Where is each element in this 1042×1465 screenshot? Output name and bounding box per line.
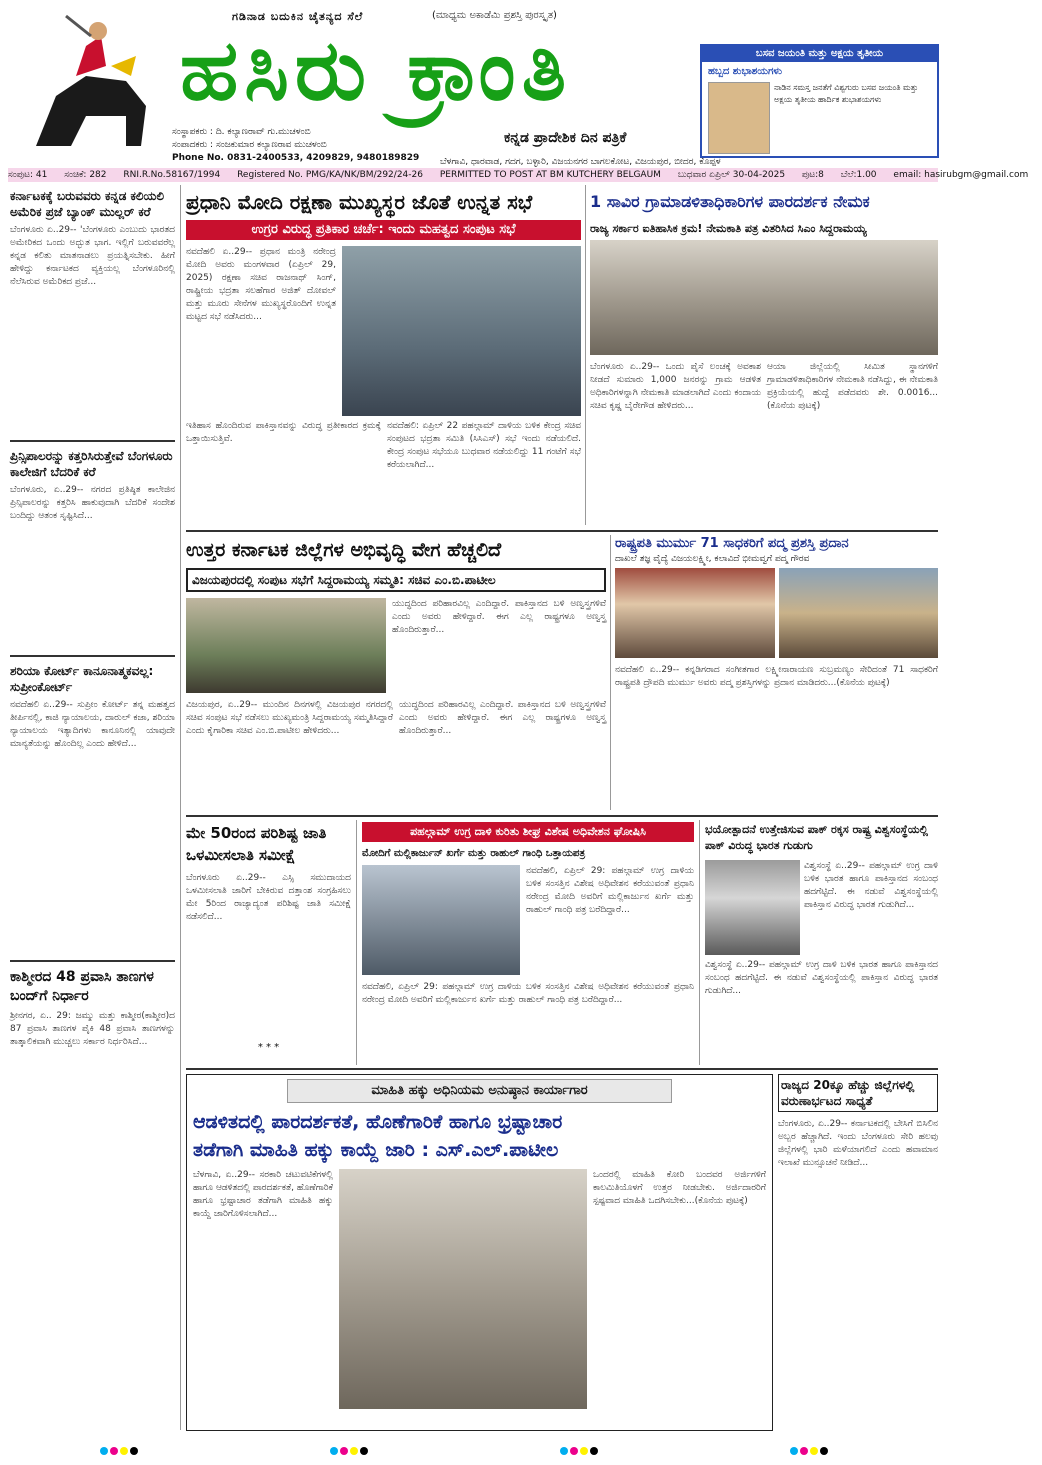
column-rule bbox=[610, 535, 611, 810]
award-note: (ಮಾಧ್ಯಮ ಅಕಾಡೆಮಿ ಪ್ರಶಸ್ತಿ ಪುರಸ್ಕೃತ) bbox=[432, 10, 557, 21]
un-body: ವಿಶ್ವಸಂಸ್ಥೆ ಏ..29-- ಪಹಲ್ಗಾಮ್ ಉಗ್ರ ದಾಳಿ ಬಳಿಕ ಭಾರತ ಹಾಗೂ ಪಾಕಿಸ್ತಾನದ ಸಂಬಂಧ ಹದಗೆಟ್ಟಿದೆ. ಈ ನಡುವೆ ವಿಶ್ವಸಂಸ್ಥೆಯಲ್ಲಿ ಪಾಕಿಸ್ತಾನ ವಿರುದ್ಧ ಭಾರತ ಗುಡುಗಿದೆ... bbox=[804, 861, 938, 910]
lead-body: ನವದೆಹಲಿ ಏ..29-- ಪ್ರಧಾನ ಮಂತ್ರಿ ನರೇಂದ್ರ ಮೋದಿ ಅವರು ಮಂಗಳವಾರ (ಏಪ್ರಿಲ್ 29, 2025) ರಕ್ಷಣಾ ಸಚಿವ ರಾಜನಾಥ್ ಸಿಂಗ್, ರಾಷ್ಟ್ರೀಯ ಭದ್ರತಾ ಸಲಹೆಗಾರ ಅಜಿತ್ ದೋವಲ್ ಮತ್ತು ಮೂರು ಸೇನೆಗಳ ಮುಖ್ಯಸ್ಥರೊಂದಿಗೆ ಉನ್ನತ ಮಟ್ಟದ ಸಭೆ ನಡೆಸಿದರು... bbox=[186, 247, 336, 322]
rain-story bbox=[778, 1074, 938, 1428]
postal-permit: PERMITTED TO POST AT BM KUTCHERY BELGAUM bbox=[439, 170, 661, 180]
rally-photo bbox=[186, 598, 386, 693]
article-headline: ಶರಿಯಾ ಕೋರ್ಟ್ ಕಾನೂನಾತ್ಮಕವಲ್ಲ: ಸುಪ್ರೀಂಕೋರ್ಟ್ bbox=[10, 664, 154, 694]
price: ಬೆಲೆ:1.00 bbox=[840, 170, 877, 180]
pahalgam-banner: ಪಹಲ್ಗಾಮ್ ಉಗ್ರ ದಾಳಿ ಕುರಿತು ಶೀಘ್ರ ವಿಶೇಷ ಅಧಿವೇಶನ ಘೋಷಿಸಿ bbox=[362, 822, 694, 842]
issue-number: ಸಂಚಿಕೆ: 282 bbox=[64, 170, 107, 180]
rti-body-2: ಒಂದರಲ್ಲಿ ಮಾಹಿತಿ ಕೋರಿ ಬಂದವರ ಅರ್ಜಿಗಳಿಗೆ ಕಾಲಮಿತಿಯೊಳಗೆ ಉತ್ತರ ನೀಡಬೇಕು. ಅರ್ಜಿದಾರರಿಗೆ ಸ್ಪಷ್ಟವಾದ ಮಾಹಿತಿ ಒದಗಿಸಬೇಕು...(ಕೊನೆಯ ಪುಟಕ್ಕೆ) bbox=[593, 1170, 766, 1206]
registration-number: Registered No. PMG/KA/NK/BM/292/24-26 bbox=[237, 170, 423, 180]
article-headline: ಕರ್ನಾಟಕಕ್ಕೆ ಬರುವವರು ಕನ್ನಡ ಕಲಿಯಲಿ ಅಮೆರಿಕ ಪ್ರಜೆ ಬ್ಯಾಂಕ್ ಮುಲ್ಲರ್ ಕರೆ bbox=[10, 189, 165, 219]
masthead-tagline: ಗಡಿನಾಡ ಬದುಕಿನ ಚೈತನ್ಯದ ಸೆಲೆ bbox=[232, 10, 364, 23]
mid-headline: ಉತ್ತರ ಕರ್ನಾಟಕ ಜಿಲ್ಲೆಗಳ ಅಭಿವೃದ್ಧಿ ವೇಗ ಹೆಚ್ಚಲಿದೆ bbox=[186, 539, 502, 561]
lead-headline: ಪ್ರಧಾನಿ ಮೋದಿ ರಕ್ಷಣಾ ಮುಖ್ಯಸ್ಥರ ಜೊತೆ ಉನ್ನತ ಸಭೆ bbox=[186, 190, 533, 214]
census-story bbox=[186, 822, 351, 1053]
lead-row bbox=[186, 246, 581, 416]
mid-story bbox=[186, 536, 606, 849]
right-body-2: ಆಯಾ ಜಿಲ್ಲೆಯಲ್ಲಿ ಸೀಮಿತ ಸ್ಥಾನಗಳಿಗೆ ಗ್ರಾಮಾಡಳಿತಾಧಿಕಾರಿಗಳ ನೇಮಕಾತಿ ನಡೆಸಿದ್ದು, ಈ ನೇಮಕಾತಿ ಪ್ರಕ್ರಿಯೆಯಲ್ಲಿ ಹುದ್ದೆ ಪಡೆದವರು ಶೇ. 0.0016...(ಕೊನೆಯ ಪುಟಕ್ಕೆ) bbox=[767, 362, 938, 411]
mid-body-top: ಯುದ್ಧದಿಂದ ಪರಿಹಾರವಿಲ್ಲ ಎಂದಿದ್ದಾರೆ. ಪಾಕಿಸ್ತಾನದ ಬಳಿ ಅಣ್ವಸ್ತ್ರಗಳಿವೆ ಎಂದು ಅವರು ಹೇಳಿದ್ದಾರೆ. ಈಗ ಎಲ್ಲ ರಾಷ್ಟ್ರಗಳೂ ಅಣ್ವಸ್ತ್ರ ಹೊಂದಿರುತ್ತಾರೆ... bbox=[392, 599, 606, 635]
phone-line: Phone No. 0831-2400533, 4209829, 9480189829 bbox=[172, 153, 420, 163]
un-headline: ಭಯೋತ್ಪಾದನೆ ಉತ್ತೇಜಿಸುವ ಪಾಕ್ ರಕ್ಕಸ ರಾಷ್ಟ್ರ ವಿಶ್ವಸಂಸ್ಥೆಯಲ್ಲಿ ಪಾಕ್ ವಿರುದ್ಧ ಭಾರತ ಗುಡುಗು bbox=[705, 823, 928, 852]
rti-row bbox=[193, 1169, 766, 1409]
print-registration-marks bbox=[100, 1440, 860, 1452]
right-top-story bbox=[590, 188, 938, 501]
section-divider bbox=[186, 530, 938, 532]
founder-line: ಸಂಸ್ಥಾಪಕರು : ದಿ. ಕಲ್ಯಾಣರಾವ್ ಗು.ಮುಚಳಂಬಿ bbox=[172, 127, 311, 137]
padma-subheadline: ದಾಖಲೆ ತಜ್ಞ ವೈದ್ಯೆ ವಿಜಯಲಕ್ಷ್ಮೀ, ಕಲಾವಿದೆ ಭೀಮವ್ವಗೆ ಪದ್ಮ ಗೌರವ bbox=[615, 554, 810, 564]
rain-body: ಬೆಂಗಳೂರು, ಏ..29-- ಕರ್ನಾಟಕದಲ್ಲಿ ಬೇಸಿಗೆ ಬಿಸಿಲಿನ ಅಬ್ಬರ ಹೆಚ್ಚಾಗಿದೆ. ಇಂದು ಬೆಂಗಳೂರು ಸೇರಿ ಹಲವು ಜಿಲ್ಲೆಗಳಲ್ಲಿ ಭಾರಿ ಮಳೆಯಾಗಲಿದೆ ಎಂದು ಹವಾಮಾನ ಇಲಾಖೆ ಮುನ್ಸೂಚನೆ ನೀಡಿದೆ... bbox=[778, 1119, 938, 1168]
padma-photo-1 bbox=[615, 568, 775, 658]
rti-story bbox=[186, 1074, 773, 1431]
ad-text: ನಾಡಿನ ಸಮಸ್ತ ಜನತೆಗೆ ವಿಶ್ವಗುರು ಬಸವ ಜಯಂತಿ ಮತ್ತು ಅಕ್ಷಯ ತೃತೀಯ ಹಾರ್ದಿಕ ಶುಭಾಶಯಗಳು bbox=[774, 83, 919, 104]
un-body-2: ವಿಶ್ವಸಂಸ್ಥೆ ಏ..29-- ಪಹಲ್ಗಾಮ್ ಉಗ್ರ ದಾಳಿ ಬಳಿಕ ಭಾರತ ಹಾಗೂ ಪಾಕಿಸ್ತಾನದ ಸಂಬಂಧ ಹದಗೆಟ್ಟಿದೆ. ಈ ನಡುವೆ ವಿಶ್ವಸಂಸ್ಥೆಯಲ್ಲಿ ಪಾಕಿಸ್ತಾನ ವಿರುದ್ಧ ಭಾರತ ಗುಡುಗಿದೆ... bbox=[705, 960, 938, 996]
lead-story bbox=[186, 188, 581, 550]
article-body: ಬೆಂಗಳೂರು ಏ..29-- 'ಬೆಂಗಳೂರು ಎಂಬುದು ಭಾರತದ ಅಮೇರಿಕದ ಒಂದು ಅದ್ಭುತ ಭಾಗ. ಇಲ್ಲಿಗೆ ಬರುವವರೆಲ್ಲ ಕನ್ನಡ ಕಲಿತು ಮಾತನಾಡಲು ಪ್ರಯತ್ನಿಸಬೇಕು. ಹೀಗೆ ಹೇಳಿದ್ದು ಕರ್ನಾಟಕದ ವ್ಯಕ್ತಿಯಲ್ಲ ಬೆಂಗಳೂರಿನಲ್ಲಿ ನೆಲೆಸಿರುವ ಅಮೆರಿಕದ ಪ್ರಜೆ... bbox=[10, 225, 175, 287]
divider bbox=[10, 440, 175, 442]
article-body: ಬೆಂಗಳೂರು, ಏ..29-- ನಗರದ ಪ್ರತಿಷ್ಠಿತ ಕಾಲೇಜಿನ ಪ್ರಿನ್ಸಿಪಾಲರನ್ನು ಕತ್ತರಿಸಿ ಹಾಕುವುದಾಗಿ ಬೆದರಿಕೆ ಸಂದೇಶ ಬಂದಿದ್ದು ಆತಂಕ ಸೃಷ್ಟಿಸಿದೆ... bbox=[10, 485, 175, 521]
meeting-photo bbox=[342, 246, 581, 416]
article-body: ನವದೆಹಲಿ ಏ..29-- ಸುಪ್ರೀಂ ಕೋರ್ಟ್ ತನ್ನ ಮಹತ್ವದ ತೀರ್ಪಿನಲ್ಲಿ, ಕಾಜಿ ನ್ಯಾಯಾಲಯ, ದಾರುಲ್ ಕಜಾ, ಶರಿಯಾ ನ್ಯಾಯಾಲಯ ಇತ್ಯಾದಿಗಳು ಕಾನೂನಿನಲ್ಲಿ ಯಾವುದೇ ಮಾನ್ಯತೆಯನ್ನು ಹೊಂದಿಲ್ಲ ಎಂದು ಹೇಳಿದೆ... bbox=[10, 700, 175, 749]
issue-date: ಬುಧವಾರ ಏಪ್ರಿಲ್ 30-04-2025 bbox=[677, 170, 786, 180]
pahalgam-row bbox=[362, 865, 694, 975]
section-divider bbox=[186, 815, 938, 817]
leaders-photo bbox=[362, 865, 520, 975]
mid-row bbox=[186, 598, 606, 693]
rider-logo bbox=[16, 6, 166, 156]
padma-headline: ರಾಷ್ಟ್ರಪತಿ ಮುರ್ಮು 71 ಸಾಧಕರಿಗೆ ಪದ್ಮ ಪ್ರಶಸ್ತಿ ಪ್ರದಾನ bbox=[615, 536, 849, 551]
issue-info-bar bbox=[8, 168, 1029, 182]
masthead bbox=[0, 0, 945, 167]
divider bbox=[10, 655, 175, 657]
right-body: ಬೆಂಗಳೂರು ಏ..29-- ಒಂದು ಪೈಸೆ ಲಂಚಕ್ಕೆ ಅವಕಾಶ ನೀಡದೆ ಸುಮಾರು 1,000 ಜನರನ್ನು ಗ್ರಾಮ ಆಡಳಿತ ಅಧಿಕಾರಿಗಳನ್ನಾಗಿ ನೇಮಕಾತಿ ಮಾಡಲಾಗಿದೆ ಎಂದು ಕಂದಾಯ ಸಚಿವ ಕೃಷ್ಣ ಬೈರೇಗೌಡ ಹೇಳಿದರು... bbox=[590, 362, 761, 411]
pahalgam-subheadline: ಮೋದಿಗೆ ಮಲ್ಲಿಕಾರ್ಜುನ್ ಖರ್ಗೆ ಮತ್ತು ರಾಹುಲ್ ಗಾಂಧಿ ಒತ್ತಾಯಪತ್ರ bbox=[362, 848, 586, 859]
appointment-photo bbox=[590, 240, 938, 355]
stars: * * * bbox=[257, 1042, 280, 1053]
rti-photo bbox=[339, 1169, 587, 1409]
editor-block bbox=[172, 126, 419, 165]
census-body: ಬೆಂಗಳೂರು ಏ..29-- ಎಸ್ಸಿ ಸಮುದಾಯದ ಒಳಮೀಸಲಾತಿ ಜಾರಿಗೆ ಬೇಕಿರುವ ದತ್ತಾಂಶ ಸಂಗ್ರಹಿಸಲು ಮೇ 5ರಿಂದ ರಾಜ್ಯಾದ್ಯಂತ ಪರಿಶಿಷ್ಟ ಜಾತಿ ಸಮೀಕ್ಷೆ ನಡೆಸಲಿದೆ... bbox=[186, 873, 351, 922]
newspaper-title: ಹಸಿರು ಕ್ರಾಂತಿ bbox=[180, 20, 573, 119]
article-headline: ಪ್ರಿನ್ಸಿಪಾಲರನ್ನು ಕತ್ತರಿಸಿರುತ್ತೇವೆ ಬೆಂಗಳೂರು ಕಾಲೇಜಿಗೆ ಬೆದರಿಕೆ ಕರೆ bbox=[10, 449, 173, 479]
rti-headline-2: ತಡೆಗಾಗಿ ಮಾಹಿತಿ ಹಕ್ಕು ಕಾಯ್ದೆ ಜಾರಿ : ಎಸ್.ಎಲ್.ಪಾಟೀಲ bbox=[193, 1139, 559, 1161]
email: email: hasirubgm@gmail.com bbox=[893, 170, 1029, 180]
mid-body-2: ಯುದ್ಧದಿಂದ ಪರಿಹಾರವಿಲ್ಲ ಎಂದಿದ್ದಾರೆ. ಪಾಕಿಸ್ತಾನದ ಬಳಿ ಅಣ್ವಸ್ತ್ರಗಳಿವೆ ಎಂದು ಅವರು ಹೇಳಿದ್ದಾರೆ. ಈಗ ಎಲ್ಲ ರಾಷ್ಟ್ರಗಳೂ ಅಣ್ವಸ್ತ್ರ ಹೊಂದಿರುತ್ತಾರೆ... bbox=[399, 700, 606, 736]
photo-caption: ಇತಿಹಾಸ ಹೊಂದಿರುವ ಪಾಕಿಸ್ತಾನವನ್ನು ವಿರುದ್ಧ ಪ್ರತೀಕಾರದ ಕ್ರಮಕ್ಕೆ ಒತ್ತಾಯಿಸುತ್ತಿವೆ. bbox=[186, 421, 381, 444]
padma-body: ನವದೆಹಲಿ ಏ..29-- ಕನ್ನಡಿಗರಾದ ಸಂಗೀತಗಾರ ಲಕ್ಷ್ಮೀನಾರಾಯಣ ಸುಬ್ರಮಣ್ಯಂ ಸೇರಿದಂತೆ 71 ಸಾಧಕರಿಗೆ ರಾಷ್ಟ್ರಪತಿ ದ್ರೌಪದಿ ಮುರ್ಮು ಅವರು ಪದ್ಮ ಪ್ರಶಸ್ತಿಗಳನ್ನು ಪ್ರದಾನ ಮಾಡಿದರು...(ಕೊನೆಯ ಪುಟಕ್ಕೆ) bbox=[615, 665, 938, 688]
lead-banner: ಉಗ್ರರ ವಿರುದ್ಧ ಪ್ರತಿಕಾರ ಚರ್ಚೆ: ಇಂದು ಮಹತ್ವದ ಸಂಪುಟ ಸಭೆ bbox=[186, 220, 581, 240]
right-subheadline: ರಾಜ್ಯ ಸರ್ಕಾರ ಐತಿಹಾಸಿಕ ಕ್ರಮ! ನೇಮಕಾತಿ ಪತ್ರ ವಿತರಿಸಿದ ಸಿಎಂ ಸಿದ್ದರಾಮಯ್ಯ bbox=[590, 222, 867, 235]
rti-banner: ಮಾಹಿತಿ ಹಕ್ಕು ಅಧಿನಿಯಮ ಅನುಷ್ಠಾನ ಕಾರ್ಯಾಗಾರ bbox=[287, 1079, 672, 1103]
padma-story bbox=[615, 536, 938, 789]
ad-portrait bbox=[708, 82, 770, 154]
right-headline: 1 ಸಾವಿರ ಗ್ರಾಮಾಡಳಿತಾಧಿಕಾರಿಗಳ ಪಾರದರ್ಶಕ ನೇಮಕ bbox=[590, 192, 870, 211]
festival-ad bbox=[700, 44, 939, 158]
column-rule bbox=[699, 820, 700, 1065]
right-columns bbox=[590, 361, 938, 501]
ad-subheading: ಹಬ್ಬದ ಶುಭಾಶಯಗಳು bbox=[708, 66, 783, 77]
pahalgam-body: ನವದೆಹಲಿ, ಏಪ್ರಿಲ್ 29: ಪಹಲ್ಗಾಮ್ ಉಗ್ರ ದಾಳಿಯ ಬಳಿಕ ಸಂಸತ್ತಿನ ವಿಶೇಷ ಅಧಿವೇಶನ ಕರೆಯುವಂತೆ ಪ್ರಧಾನಿ ನರೇಂದ್ರ ಮೋದಿ ಅವರಿಗೆ ಮಲ್ಲಿಕಾರ್ಜುನ ಖರ್ಗೆ ಮತ್ತು ರಾಹುಲ್ ಗಾಂಧಿ ಪತ್ರ ಬರೆದಿದ್ದಾರೆ... bbox=[526, 866, 694, 915]
rti-headline-1: ಆಡಳಿತದಲ್ಲಿ ಪಾರದರ್ಶಕತೆ, ಹೊಣೆಗಾರಿಕೆ ಹಾಗೂ ಭ್ರಷ್ಟಾಚಾರ bbox=[193, 1111, 563, 1133]
column-rule bbox=[356, 820, 357, 1065]
page-count: ಪುಟ:8 bbox=[801, 170, 824, 180]
edition-cities: ಬೆಳಗಾವಿ, ಧಾರವಾಡ, ಗದಗ, ಬಳ್ಳಾರಿ, ವಿಜಯನಗರ ಬಾಗಲಕೋಟ, ವಿಜಯಪುರ, ಬೀದರ, ಕೊಪ್ಪಳ bbox=[440, 157, 721, 167]
census-headline: ಮೇ 50ರಂದ ಪರಿಶಿಷ್ಟ ಜಾತಿ ಒಳಮೀಸಲಾತಿ ಸಮೀಕ್ಷೆ bbox=[186, 824, 327, 864]
divider bbox=[10, 960, 175, 962]
ad-heading: ಬಸವ ಜಯಂತಿ ಮತ್ತು ಅಕ್ಷಯ ತೃತೀಯ bbox=[702, 46, 937, 62]
padma-photo-2 bbox=[779, 568, 938, 658]
un-story bbox=[705, 822, 938, 1059]
left-column bbox=[10, 188, 175, 1310]
column-rule bbox=[180, 185, 181, 1430]
pahalgam-story bbox=[362, 822, 694, 1061]
editor-line: ಸಂಪಾದಕರು : ಸಂಜಕುಮಾರ ಕಲ್ಯಾಣರಾವ ಮುಚಳಂಬಿ bbox=[172, 140, 327, 150]
article-headline: ಕಾಶ್ಮೀರದ 48 ಪ್ರವಾಸಿ ತಾಣಗಳ ಬಂದ್‌ಗೆ ನಿರ್ಧಾರ bbox=[10, 969, 154, 1004]
mid-subheadline: ವಿಜಯಪುರದಲ್ಲಿ ಸಂಪುಟ ಸಭೆಗೆ ಸಿದ್ದರಾಮಯ್ಯ ಸಮ್ಮತಿ: ಸಚಿವ ಎಂ.ಬಿ.ಪಾಟೀಲ bbox=[186, 568, 606, 592]
un-speaker-photo bbox=[705, 860, 800, 955]
pahalgam-body-2: ನವದೆಹಲಿ, ಏಪ್ರಿಲ್ 29: ಪಹಲ್ಗಾಮ್ ಉಗ್ರ ದಾಳಿಯ ಬಳಿಕ ಸಂಸತ್ತಿನ ವಿಶೇಷ ಅಧಿವೇಶನ ಕರೆಯುವಂತೆ ಪ್ರಧಾನಿ ನರೇಂದ್ರ ಮೋದಿ ಅವರಿಗೆ ಮಲ್ಲಿಕಾರ್ಜುನ ಖರ್ಗೆ ಮತ್ತು ರಾಹುಲ್ ಗಾಂಧಿ ಪತ್ರ ಬರೆದಿದ್ದಾರೆ... bbox=[362, 982, 694, 1005]
newspaper-subtitle: ಕನ್ನಡ ಪ್ರಾದೇಶಿಕ ದಿನ ಪತ್ರಿಕೆ bbox=[504, 130, 627, 146]
rain-headline: ರಾಜ್ಯದ 20ಕ್ಕೂ ಹೆಚ್ಚು ಜಿಲ್ಲೆಗಳಲ್ಲಿ ವರುಣಾರ್ಭಟದ ಸಾಧ್ಯತೆ bbox=[778, 1074, 938, 1112]
lead-body-2: ನವದೆಹಲಿ: ಏಪ್ರಿಲ್ 22 ಪಹಲ್ಗಾಮ್ ದಾಳಿಯ ಬಳಿಕ ಕೇಂದ್ರ ಸಚಿವ ಸಂಪುಟದ ಭದ್ರತಾ ಸಮಿತಿ (ಸಿಸಿಎಸ್) ಸಭೆ ಇಂದು ನಡೆಯಲಿದೆ. ಕೇಂದ್ರ ಸಂಪುಟ ಸಭೆಯೂ ಬುಧವಾರ ನಡೆಯಲಿದ್ದು 11 ಗಂಟೆಗೆ ಸಭೆ ಕರೆಯಲಾಗಿದೆ... bbox=[387, 421, 581, 470]
column-rule bbox=[585, 185, 586, 525]
article-body: ಶ್ರೀನಗರ, ಏ.. 29: ಜಮ್ಮು ಮತ್ತು ಕಾಶ್ಮೀರ(ಕಾಶ್ಮೀರ)ದ 87 ಪ್ರವಾಸಿ ತಾಣಗಳ ಪೈಕಿ 48 ಪ್ರವಾಸಿ ತಾಣಗಳನ್ನು ತಾತ್ಕಾಲಿಕವಾಗಿ ಮುಚ್ಚಲು ಸರ್ಕಾರ ನಿರ್ಧರಿಸಿದೆ... bbox=[10, 1011, 175, 1047]
rni-number: RNI.R.No.58167/1994 bbox=[123, 170, 221, 180]
rti-body: ಬೆಳಗಾವಿ, ಏ..29-- ಸರಕಾರಿ ಚಟುವಟಿಕೆಗಳಲ್ಲಿ ಹಾಗೂ ಆಡಳಿತದಲ್ಲಿ ಪಾರದರ್ಶಕತೆ, ಹೊಣೆಗಾರಿಕೆ ಹಾಗೂ ಭ್ರಷ್ಟಾಚಾರ ತಡೆಗಾಗಿ ಮಾಹಿತಿ ಹಕ್ಕು ಕಾಯ್ದೆ ಜಾರಿಗೊಳಿಸಲಾಗಿದೆ... bbox=[193, 1170, 333, 1219]
section-divider bbox=[186, 1068, 938, 1070]
volume: ಸಂಪುಟ: 41 bbox=[8, 170, 48, 180]
padma-photos bbox=[615, 568, 938, 658]
mid-body: ವಿಜಯಪುರ, ಏ..29-- ಮುಂದಿನ ದಿನಗಳಲ್ಲಿ ವಿಜಯಪುರ ನಗರದಲ್ಲಿ ಸಚಿವ ಸಂಪುಟ ಸಭೆ ನಡೆಸಲು ಮುಖ್ಯಮಂತ್ರಿ ಸಿದ್ದರಾಮಯ್ಯ ಸಮ್ಮತಿಸಿದ್ದಾರೆ ಎಂದು ಕೈಗಾರಿಕಾ ಸಚಿವ ಎಂ.ಬಿ.ಪಾಟೀಲ ಹೇಳಿದರು... bbox=[186, 700, 393, 736]
un-row bbox=[705, 860, 938, 955]
